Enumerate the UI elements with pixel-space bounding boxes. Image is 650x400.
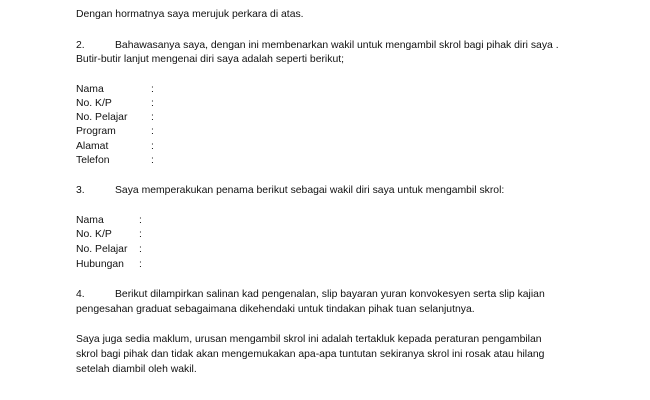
field-label-program: Program [76,126,116,137]
field-label-nama: Nama [76,84,104,95]
field-label-hubungan: Hubungan [76,259,124,270]
closing-line-1: Saya juga sedia maklum, urusan mengambil skrol ini adalah tertakluk kepada peraturan pengambilan [76,334,542,345]
field-colon: : [139,229,142,240]
field-colon: : [139,244,142,255]
field-colon: : [151,98,154,109]
field-label-no-kp: No. K/P [76,229,112,240]
field-label-no-kp: No. K/P [76,98,112,109]
intro-text: Dengan hormatnya saya merujuk perkara di atas. [76,9,304,20]
field-colon: : [151,112,154,123]
closing-line-2: skrol bagi pihak dan tidak akan mengemukakan apa-apa tuntutan sekiranya skrol ini rosak atau hilang [76,349,545,360]
field-colon: : [151,126,154,137]
field-colon: : [139,259,142,270]
closing-line-3: setelah diambil oleh wakil. [76,364,197,375]
section-2-line-2: Butir-butir lanjut mengenai diri saya adalah seperti berikut; [76,54,344,65]
section-4-number: 4. [76,289,85,300]
section-2-number: 2. [76,40,85,51]
field-colon: : [139,215,142,226]
section-4-line-1: Berikut dilampirkan salinan kad pengenalan, slip bayaran yuran konvokesyen serta slip kajian [115,289,545,300]
field-colon: : [151,84,154,95]
section-3-line-1: Saya memperakukan penama berikut sebagai wakil diri saya untuk mengambil skrol: [115,185,505,196]
section-4-line-2: pengesahan graduat sebagaimana dikehendaki untuk tindakan pihak tuan selanjutnya. [76,304,475,315]
field-label-no-pelajar: No. Pelajar [76,244,128,255]
field-label-alamat: Alamat [76,141,109,152]
section-3-number: 3. [76,185,85,196]
field-label-nama: Nama [76,215,104,226]
section-2-line-1: Bahawasanya saya, dengan ini membenarkan wakil untuk mengambil skrol bagi pihak diri saya . [115,40,559,51]
field-colon: : [151,141,154,152]
field-label-no-pelajar: No. Pelajar [76,112,128,123]
field-label-telefon: Telefon [76,155,110,166]
field-colon: : [151,155,154,166]
